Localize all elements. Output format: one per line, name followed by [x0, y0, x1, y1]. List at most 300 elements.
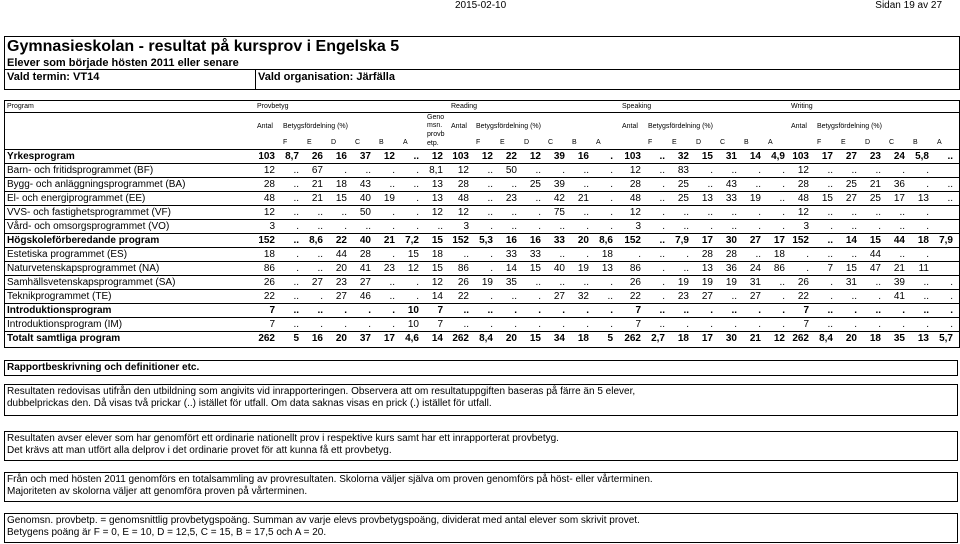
results-table [4, 100, 960, 348]
table-cell: 12 [457, 207, 469, 218]
col-antal: Antal [791, 123, 807, 130]
table-cell: 43 [725, 179, 737, 190]
table-cell: .. [875, 165, 881, 176]
table-cell: .. [659, 319, 665, 330]
table-cell: 30 [725, 235, 737, 246]
table-cell: 33 [529, 249, 541, 260]
grade-header: E [500, 139, 505, 146]
table-cell: . [392, 249, 395, 260]
table-cell: 75 [553, 207, 565, 218]
table-cell: .. [875, 305, 881, 316]
table-cell: .. [535, 193, 541, 204]
table-cell: .. [389, 277, 395, 288]
grade-header: E [672, 139, 677, 146]
col-geno-3: provb [427, 131, 445, 138]
table-cell: 43 [359, 179, 371, 190]
col-betygsfordelning: Betygsfördelning (%) [283, 123, 348, 130]
table-cell: .. [293, 165, 299, 176]
table-cell: .. [899, 249, 905, 260]
grade-header: B [379, 139, 384, 146]
row-label: Högskoleförberedande program [7, 235, 160, 246]
row-label: El- och energiprogrammet (EE) [7, 193, 146, 204]
table-cell: 27 [359, 277, 371, 288]
table-cell: 41 [893, 291, 905, 302]
table-cell: . [782, 221, 785, 232]
table-row [5, 149, 959, 163]
table-cell: .. [365, 221, 371, 232]
table-cell: . [392, 305, 395, 316]
table-cell: .. [827, 179, 833, 190]
table-cell: . [490, 249, 493, 260]
row-label: Samhällsvetenskapsprogrammet (SA) [7, 277, 176, 288]
table-cell: .. [659, 249, 665, 260]
table-cell: . [514, 305, 517, 316]
table-cell: 36 [725, 263, 737, 274]
table-cell: 86 [263, 263, 275, 274]
table-cell: . [782, 165, 785, 176]
table-cell: . [490, 291, 493, 302]
page-number: Sidan 19 av 27 [875, 0, 942, 11]
table-cell: . [878, 319, 881, 330]
table-cell: . [392, 221, 395, 232]
table-cell: .. [755, 249, 761, 260]
col-reading: Reading [451, 103, 478, 110]
table-cell: .. [487, 305, 493, 316]
table-cell: . [662, 291, 665, 302]
table-cell: . [806, 249, 809, 260]
table-cell: . [344, 305, 347, 316]
table-cell: 26 [457, 277, 469, 288]
table-cell: 12 [773, 333, 785, 344]
table-cell: 7,9 [675, 235, 689, 246]
table-cell: . [320, 291, 323, 302]
table-cell: 12 [529, 151, 541, 162]
table-cell: 47 [869, 263, 881, 274]
table-cell: . [514, 319, 517, 330]
table-cell: 12 [263, 207, 275, 218]
table-cell: 12 [457, 165, 469, 176]
table-cell: 7 [635, 305, 641, 316]
table-cell: 26 [311, 151, 323, 162]
table-cell: 15 [821, 193, 833, 204]
table-cell: 23 [505, 193, 517, 204]
table-cell: .. [851, 221, 857, 232]
table-row [5, 317, 959, 331]
table-cell: 10 [407, 319, 419, 330]
grade-header: C [355, 139, 361, 146]
table-cell: .. [827, 165, 833, 176]
grade-header: C [889, 139, 895, 146]
table-cell: . [490, 221, 493, 232]
row-label: Yrkesprogram [7, 151, 75, 162]
table-cell: 14 [845, 235, 857, 246]
table-cell: 86 [773, 263, 785, 274]
table-cell: 7 [803, 305, 809, 316]
table-cell: 18 [869, 333, 881, 344]
table-cell: 8,6 [599, 235, 613, 246]
table-cell: 17 [821, 151, 833, 162]
table-cell: 13 [601, 263, 613, 274]
table-cell: . [926, 165, 929, 176]
table-cell: 3 [635, 221, 641, 232]
table-cell: .. [511, 291, 517, 302]
table-cell: .. [293, 235, 299, 246]
table-cell: .. [413, 151, 419, 162]
table-cell: .. [707, 179, 713, 190]
table-cell: 5,3 [479, 235, 493, 246]
table-cell: . [758, 221, 761, 232]
table-cell: 31 [749, 277, 761, 288]
table-row [5, 275, 959, 289]
grade-header: F [817, 139, 822, 146]
row-label: Vård- och omsorgsprogrammet (VO) [7, 221, 170, 232]
table-cell: . [586, 319, 589, 330]
table-cell: 19 [481, 277, 493, 288]
table-cell: 5 [607, 333, 613, 344]
table-cell: 35 [505, 277, 517, 288]
table-cell: . [662, 263, 665, 274]
table-row [5, 247, 959, 261]
table-cell: 5,7 [939, 333, 953, 344]
table-cell: .. [851, 291, 857, 302]
table-cell: . [320, 319, 323, 330]
table-cell: .. [317, 221, 323, 232]
col-antal: Antal [622, 123, 638, 130]
table-cell: 7,9 [939, 235, 953, 246]
table-cell: .. [875, 207, 881, 218]
col-geno-2: msn. [427, 122, 443, 129]
table-cell: 22 [335, 235, 347, 246]
table-cell: . [830, 277, 833, 288]
table-cell: 23 [335, 277, 347, 288]
table-cell: 27 [335, 291, 347, 302]
table-cell: 15 [529, 333, 541, 344]
table-cell: 18 [917, 235, 929, 246]
table-cell: 19 [701, 277, 713, 288]
table-cell: . [392, 319, 395, 330]
table-cell: .. [293, 305, 299, 316]
table-cell: 42 [553, 193, 565, 204]
table-cell: 26 [263, 277, 275, 288]
grade-header: A [937, 139, 942, 146]
grade-header: D [865, 139, 871, 146]
table-cell: 32 [577, 291, 589, 302]
table-cell: 15 [335, 193, 347, 204]
notes-line: Resultaten redovisas utifrån den utbildning som angivits vid inrapporteringen. Observera att om resultatuppgiften baseras på färre än 5 elever, [7, 386, 636, 397]
table-cell: 25 [529, 179, 541, 190]
table-cell: .. [437, 221, 443, 232]
table-cell: .. [947, 193, 953, 204]
table-cell: . [758, 319, 761, 330]
table-cell: 7 [827, 263, 833, 274]
table-cell: 26 [797, 277, 809, 288]
col-writing: Writing [791, 103, 813, 110]
notes-line: Betygens poäng är F = 0, E = 10, D = 12,5, C = 15, B = 17,5 och A = 20. [7, 527, 327, 538]
table-cell: . [710, 165, 713, 176]
table-cell: . [782, 207, 785, 218]
table-cell: . [854, 305, 857, 316]
table-cell: 46 [359, 291, 371, 302]
table-cell: 103 [452, 151, 469, 162]
table-cell: 7 [803, 319, 809, 330]
table-cell: .. [535, 277, 541, 288]
table-cell: .. [463, 319, 469, 330]
table-cell: 28 [797, 179, 809, 190]
table-cell: 4,9 [771, 151, 785, 162]
table-cell: 14 [749, 151, 761, 162]
table-cell: .. [731, 207, 737, 218]
table-cell: . [782, 179, 785, 190]
grade-header: D [524, 139, 530, 146]
table-cell: 103 [792, 151, 809, 162]
table-cell: 24 [749, 263, 761, 274]
table-cell: 4,6 [405, 333, 419, 344]
table-cell: 23 [677, 291, 689, 302]
table-cell: . [662, 277, 665, 288]
table-cell: 13 [431, 193, 443, 204]
table-cell: .. [827, 207, 833, 218]
table-cell: . [782, 319, 785, 330]
table-cell: 18 [431, 249, 443, 260]
table-cell: .. [731, 291, 737, 302]
table-cell: . [296, 221, 299, 232]
table-cell: .. [341, 207, 347, 218]
table-cell: 262 [258, 333, 275, 344]
divider [5, 112, 959, 113]
table-cell: .. [317, 249, 323, 260]
table-cell: .. [365, 165, 371, 176]
table-cell: 13 [701, 193, 713, 204]
table-cell: .. [755, 179, 761, 190]
grade-header: B [744, 139, 749, 146]
table-cell: .. [707, 207, 713, 218]
table-cell: 28 [457, 179, 469, 190]
table-cell: 17 [893, 193, 905, 204]
table-cell: .. [899, 207, 905, 218]
table-cell: . [344, 221, 347, 232]
table-row [5, 191, 959, 205]
table-cell: 30 [725, 333, 737, 344]
table-cell: 12 [407, 263, 419, 274]
table-cell: .. [659, 165, 665, 176]
table-cell: 33 [725, 193, 737, 204]
table-cell: 21 [311, 179, 323, 190]
table-cell: 48 [457, 193, 469, 204]
table-cell: 26 [629, 277, 641, 288]
table-cell: 14 [431, 333, 443, 344]
row-label: Bygg- och anläggningsprogrammet (BA) [7, 179, 186, 190]
table-cell: 86 [457, 263, 469, 274]
table-cell: .. [559, 221, 565, 232]
notes-line: Genomsn. provbetp. = genomsnittlig provbetygspoäng. Summan av varje elevs provbetygspoäng, dividerat med antal elever som skrivit provet. [7, 515, 640, 526]
table-cell: .. [487, 207, 493, 218]
grade-header: E [841, 139, 846, 146]
table-cell: . [806, 263, 809, 274]
table-cell: 48 [629, 193, 641, 204]
table-cell: 7 [635, 319, 641, 330]
table-cell: . [392, 165, 395, 176]
table-cell: 20 [335, 333, 347, 344]
notes-line: Det krävs att man utfört alla delprov i det ordinarie provet för att kunna få ett provbetyg. [7, 445, 392, 456]
table-cell: . [734, 319, 737, 330]
table-cell: .. [607, 291, 613, 302]
grade-header: D [696, 139, 702, 146]
table-cell: . [562, 165, 565, 176]
table-cell: .. [875, 277, 881, 288]
table-cell: . [538, 207, 541, 218]
table-cell: . [610, 221, 613, 232]
table-cell: .. [317, 263, 323, 274]
table-cell: 33 [505, 249, 517, 260]
table-cell: 18 [263, 249, 275, 260]
table-cell: 19 [577, 263, 589, 274]
table-row [5, 303, 959, 317]
table-cell: . [416, 277, 419, 288]
table-cell: .. [779, 277, 785, 288]
table-cell: 12 [797, 165, 809, 176]
table-cell: 15 [407, 249, 419, 260]
table-cell: 24 [893, 151, 905, 162]
table-cell: . [490, 319, 493, 330]
table-cell: 31 [725, 151, 737, 162]
table-cell: . [490, 263, 493, 274]
table-cell: .. [583, 277, 589, 288]
table-cell: .. [583, 179, 589, 190]
table-cell: .. [511, 207, 517, 218]
table-row [5, 331, 959, 345]
notes-paragraph [4, 472, 958, 502]
table-cell: 35 [893, 333, 905, 344]
table-cell: 16 [577, 151, 589, 162]
table-cell: 21 [577, 193, 589, 204]
table-cell: 20 [335, 263, 347, 274]
table-cell: 39 [893, 277, 905, 288]
table-cell: 31 [845, 277, 857, 288]
table-cell: 23 [383, 263, 395, 274]
table-cell: .. [659, 193, 665, 204]
report-subtitle: Elever som började hösten 2011 eller senare [7, 57, 239, 69]
grade-header: A [596, 139, 601, 146]
table-cell: .. [293, 193, 299, 204]
page-header [0, 0, 960, 12]
table-cell: . [686, 249, 689, 260]
table-cell: . [610, 179, 613, 190]
table-cell: 21 [893, 263, 905, 274]
selected-organisation: Vald organisation: Järfälla [258, 71, 395, 83]
table-cell: . [610, 151, 613, 162]
col-geno-1: Geno [427, 114, 445, 121]
table-cell: . [902, 319, 905, 330]
table-cell: . [830, 291, 833, 302]
table-cell: 32 [677, 151, 689, 162]
table-cell: 19 [725, 277, 737, 288]
table-cell: .. [293, 277, 299, 288]
table-row [5, 205, 959, 219]
table-cell: . [854, 319, 857, 330]
table-cell: .. [899, 221, 905, 232]
table-cell: . [610, 207, 613, 218]
table-cell: . [926, 221, 929, 232]
table-cell: .. [683, 207, 689, 218]
table-cell: 50 [505, 165, 517, 176]
table-cell: . [416, 165, 419, 176]
col-betygsfordelning: Betygsfördelning (%) [817, 123, 882, 130]
table-cell: . [638, 249, 641, 260]
table-cell: 12 [629, 207, 641, 218]
table-cell: 18 [601, 249, 613, 260]
table-cell: 27 [845, 193, 857, 204]
table-cell: 27 [701, 291, 713, 302]
table-row [5, 219, 959, 233]
table-cell: .. [511, 179, 517, 190]
table-cell: .. [827, 319, 833, 330]
table-cell: . [368, 319, 371, 330]
table-cell: 44 [869, 249, 881, 260]
table-cell: 25 [869, 193, 881, 204]
table-cell: .. [511, 221, 517, 232]
table-cell: 13 [917, 333, 929, 344]
table-cell: . [950, 305, 953, 316]
table-cell: 28 [359, 249, 371, 260]
table-cell: .. [923, 277, 929, 288]
table-cell: .. [947, 151, 953, 162]
notes-line: dubbelprickas den. Då visas två prickar (..) istället för utfall. Om data saknas visas en prick (.) istället för utfall. [7, 398, 492, 409]
table-cell: 25 [677, 179, 689, 190]
divider [5, 69, 959, 70]
table-cell: 22 [505, 151, 517, 162]
divider [255, 69, 256, 89]
table-cell: . [610, 165, 613, 176]
table-cell: 12 [263, 165, 275, 176]
table-cell: 39 [553, 179, 565, 190]
table-cell: . [416, 193, 419, 204]
col-speaking: Speaking [622, 103, 652, 110]
row-label: Introduktionsprogram (IM) [7, 319, 123, 330]
table-cell: . [610, 193, 613, 204]
table-cell: 15 [845, 263, 857, 274]
table-cell: .. [487, 165, 493, 176]
table-cell: . [662, 179, 665, 190]
table-cell: 8,4 [479, 333, 493, 344]
notes-line: Resultaten avser elever som har genomfört ett ordinarie nationellt prov i respektive kurs samt har ett inrapporterat provbetyg. [7, 433, 559, 444]
notes-line: Från och med hösten 2011 genomförs en totalsammling av provresultaten. Skolorna väljer själva om proven genomförs på höst- eller vårterminen. [7, 474, 653, 485]
table-cell: 22 [629, 291, 641, 302]
table-cell: 11 [918, 263, 929, 274]
table-cell: 21 [869, 179, 881, 190]
row-label: Introduktionsprogram [7, 305, 112, 316]
table-cell: .. [851, 249, 857, 260]
table-cell: . [296, 249, 299, 260]
grade-header: D [331, 139, 337, 146]
table-cell: .. [487, 193, 493, 204]
table-cell: 34 [553, 333, 565, 344]
table-cell: 15 [701, 151, 713, 162]
table-cell: 21 [749, 333, 761, 344]
col-betygsfordelning: Betygsfördelning (%) [648, 123, 713, 130]
table-cell: 25 [677, 193, 689, 204]
table-cell: 152 [258, 235, 275, 246]
table-cell: 13 [701, 263, 713, 274]
table-cell: 28 [629, 179, 641, 190]
table-cell: 12 [481, 151, 493, 162]
notes-paragraph [4, 384, 958, 416]
row-label: Barn- och fritidsprogrammet (BF) [7, 165, 154, 176]
table-cell: . [344, 165, 347, 176]
table-cell: 25 [845, 179, 857, 190]
table-cell: 10 [407, 305, 419, 316]
grade-header: F [283, 139, 288, 146]
table-cell: 20 [577, 235, 589, 246]
